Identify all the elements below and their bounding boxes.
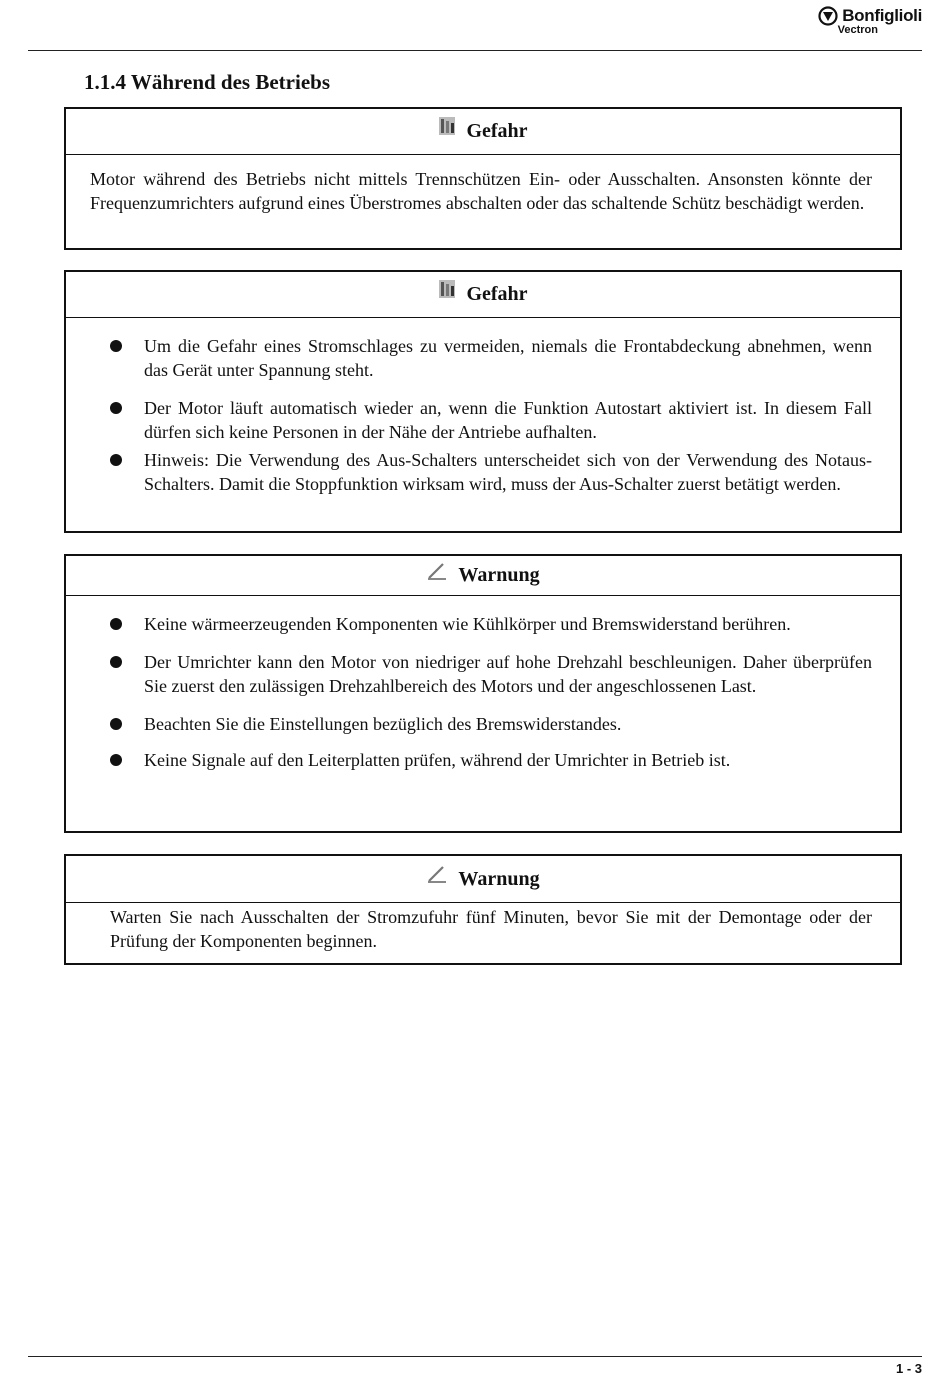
list-item-text: Der Motor läuft automatisch wieder an, wenn die Funktion Autostart aktiviert ist. In diesem Fall dürfen sich keine Personen in der Nähe der Antriebe aufhalten. [144,398,872,442]
list-item [66,748,900,772]
section-heading: Während des Betriebs [130,70,330,94]
list-item [66,650,900,698]
bullet [110,402,122,414]
warning-icon [426,862,448,884]
warning-box-2 [64,854,902,965]
danger-box-1 [64,107,902,250]
bullet [110,656,122,668]
header-divider [28,50,922,51]
list-item [66,334,900,382]
list-item [66,712,900,736]
list-item-text: Hinweis: Die Verwendung des Aus-Schalters unterscheidet sich von der Verwendung des Notaus-Schalters. Damit die Stoppfunktion wirksam wird, muss der Aus-Schalter zuerst betätigt werden. [144,450,872,494]
bullet [110,618,122,630]
section-number: 1.1.4 [84,70,126,94]
box-header [66,109,900,155]
list-item-text: Keine Signale auf den Leiterplatten prüfen, während der Umrichter in Betrieb ist. [144,750,731,770]
box-heading: Warnung [458,564,540,586]
box-header [66,272,900,318]
list-item-text: Beachten Sie die Einstellungen bezüglich des Bremswiderstandes. [144,714,622,734]
list-item [66,612,900,636]
list-item-text: Der Umrichter kann den Motor von niedriger auf hohe Drehzahl beschleunigen. Daher überprüfen Sie zuerst den zulässigen Drehzahlbereich des Motors und der angeschlossenen Last. [144,652,872,696]
bullet [110,718,122,730]
box-header [66,856,900,903]
box-header [66,556,900,596]
bullet [110,454,122,466]
list-item-text: Um die Gefahr eines Stromschlages zu vermeiden, niemals die Frontabdeckung abnehmen, wenn das Gerät unter Spannung steht. [144,336,872,380]
footer-divider [28,1356,922,1357]
box-heading: Gefahr [466,120,528,142]
box-text: Motor während des Betriebs nicht mittels Trennschützen Ein- oder Ausschalten. Ansonsten könnte der Frequenzumrichters aufgrund eines Überstromes abschalten oder das schaltende Schütz beschädigt werden. [90,169,872,213]
danger-icon [438,278,456,300]
warning-icon [426,559,448,581]
box-heading: Warnung [458,867,540,890]
box-heading: Gefahr [466,283,528,305]
list-item [66,448,900,496]
bullet [110,754,122,766]
list-item-text: Keine wärmeerzeugenden Komponenten wie Kühlkörper und Bremswiderstand berühren. [144,614,791,634]
logo-name: Bonfiglioli [842,6,922,25]
danger-list [66,318,900,496]
section-title [84,70,330,95]
warning-list [66,596,900,772]
list-item [66,396,900,444]
danger-box-2 [64,270,902,533]
bullet [110,340,122,352]
logo-subtitle: Vectron [837,24,878,36]
bonfiglioli-logo-icon [818,6,838,26]
box-text: Warten Sie nach Ausschalten der Stromzufuhr fünf Minuten, bevor Sie mit der Demontage oder der Prüfung der Komponenten beginnen. [110,907,872,951]
danger-icon [438,115,456,137]
page-number: 1 - 3 [895,1361,922,1376]
warning-box-1 [64,554,902,833]
company-logo [818,6,922,36]
